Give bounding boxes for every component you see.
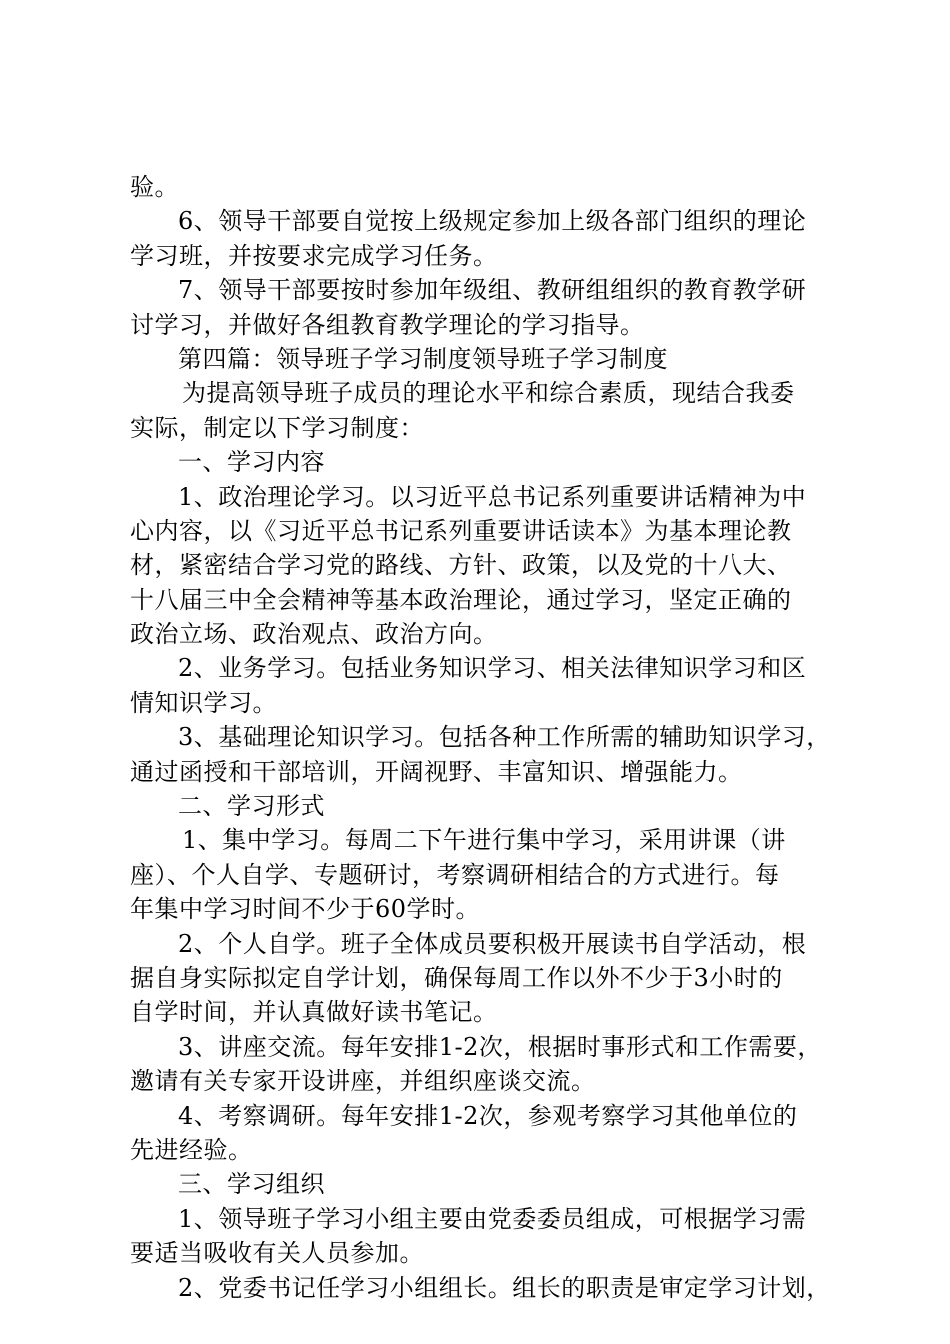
text-line: 年集中学习时间不少于60学时。 xyxy=(130,895,481,924)
text-line: 通过函授和干部培训，开阔视野、丰富知识、增强能力。 xyxy=(130,757,743,786)
text-line: 1、集中学习。每周二下午进行集中学习，采用讲课（讲 xyxy=(182,826,786,855)
text-line: 学习班，并按要求完成学习任务。 xyxy=(130,241,498,270)
subsection-heading: 一、学习内容 xyxy=(178,448,325,477)
text-line: 心内容，以《习近平总书记系列重要讲话读本》为基本理论教 xyxy=(130,516,792,545)
document-body xyxy=(130,170,835,1305)
subsection-heading: 二、学习形式 xyxy=(178,792,325,821)
text-line: 要适当吸收有关人员参加。 xyxy=(130,1239,424,1268)
text-line: 情知识学习。 xyxy=(130,688,277,717)
text-line: 4、考察调研。每年安排1-2次，参观考察学习其他单位的 xyxy=(178,1101,798,1130)
subsection-heading: 三、学习组织 xyxy=(178,1170,325,1199)
text-line: 政治立场、政治观点、政治方向。 xyxy=(130,620,498,649)
text-line: 实际，制定以下学习制度： xyxy=(130,413,424,442)
text-line: 验。 xyxy=(130,173,179,201)
text-line: 7、领导干部要按时参加年级组、教研组组织的教育教学研 xyxy=(178,276,807,305)
text-line: 2、党委书记任学习小组组长。组长的职责是审定学习计划， xyxy=(178,1273,831,1302)
text-line: 十八届三中全会精神等基本政治理论，通过学习，坚定正确的 xyxy=(130,585,792,614)
text-line: 3、讲座交流。每年安排1-2次，根据时事形式和工作需要， xyxy=(178,1032,822,1061)
section-heading: 第四篇：领导班子学习制度领导班子学习制度 xyxy=(178,344,668,373)
text-line: 讨学习，并做好各组教育教学理论的学习指导。 xyxy=(130,310,645,339)
text-line: 自学时间，并认真做好读书笔记。 xyxy=(130,998,498,1027)
text-line: 材，紧密结合学习党的路线、方针、政策，以及党的十八大、 xyxy=(130,551,792,580)
text-line: 为提高领导班子成员的理论水平和综合素质，现结合我委 xyxy=(182,379,795,408)
text-line: 据自身实际拟定自学计划，确保每周工作以外不少于3小时的 xyxy=(130,963,783,992)
text-line: 邀请有关专家开设讲座，并组织座谈交流。 xyxy=(130,1067,596,1096)
text-line: 2、业务学习。包括业务知识学习、相关法律知识学习和区 xyxy=(178,654,807,683)
text-line: 1、政治理论学习。以习近平总书记系列重要讲话精神为中 xyxy=(178,482,807,511)
text-line: 座）、个人自学、专题研讨，考察调研相结合的方式进行。每 xyxy=(130,860,780,889)
text-line: 1、领导班子学习小组主要由党委委员组成，可根据学习需 xyxy=(178,1204,807,1233)
text-line: 先进经验。 xyxy=(130,1135,253,1164)
text-line: 2、个人自学。班子全体成员要积极开展读书自学活动，根 xyxy=(178,929,807,958)
text-line: 6、领导干部要自觉按上级规定参加上级各部门组织的理论 xyxy=(178,207,807,236)
text-line: 3、基础理论知识学习。包括各种工作所需的辅助知识学习， xyxy=(178,723,831,752)
